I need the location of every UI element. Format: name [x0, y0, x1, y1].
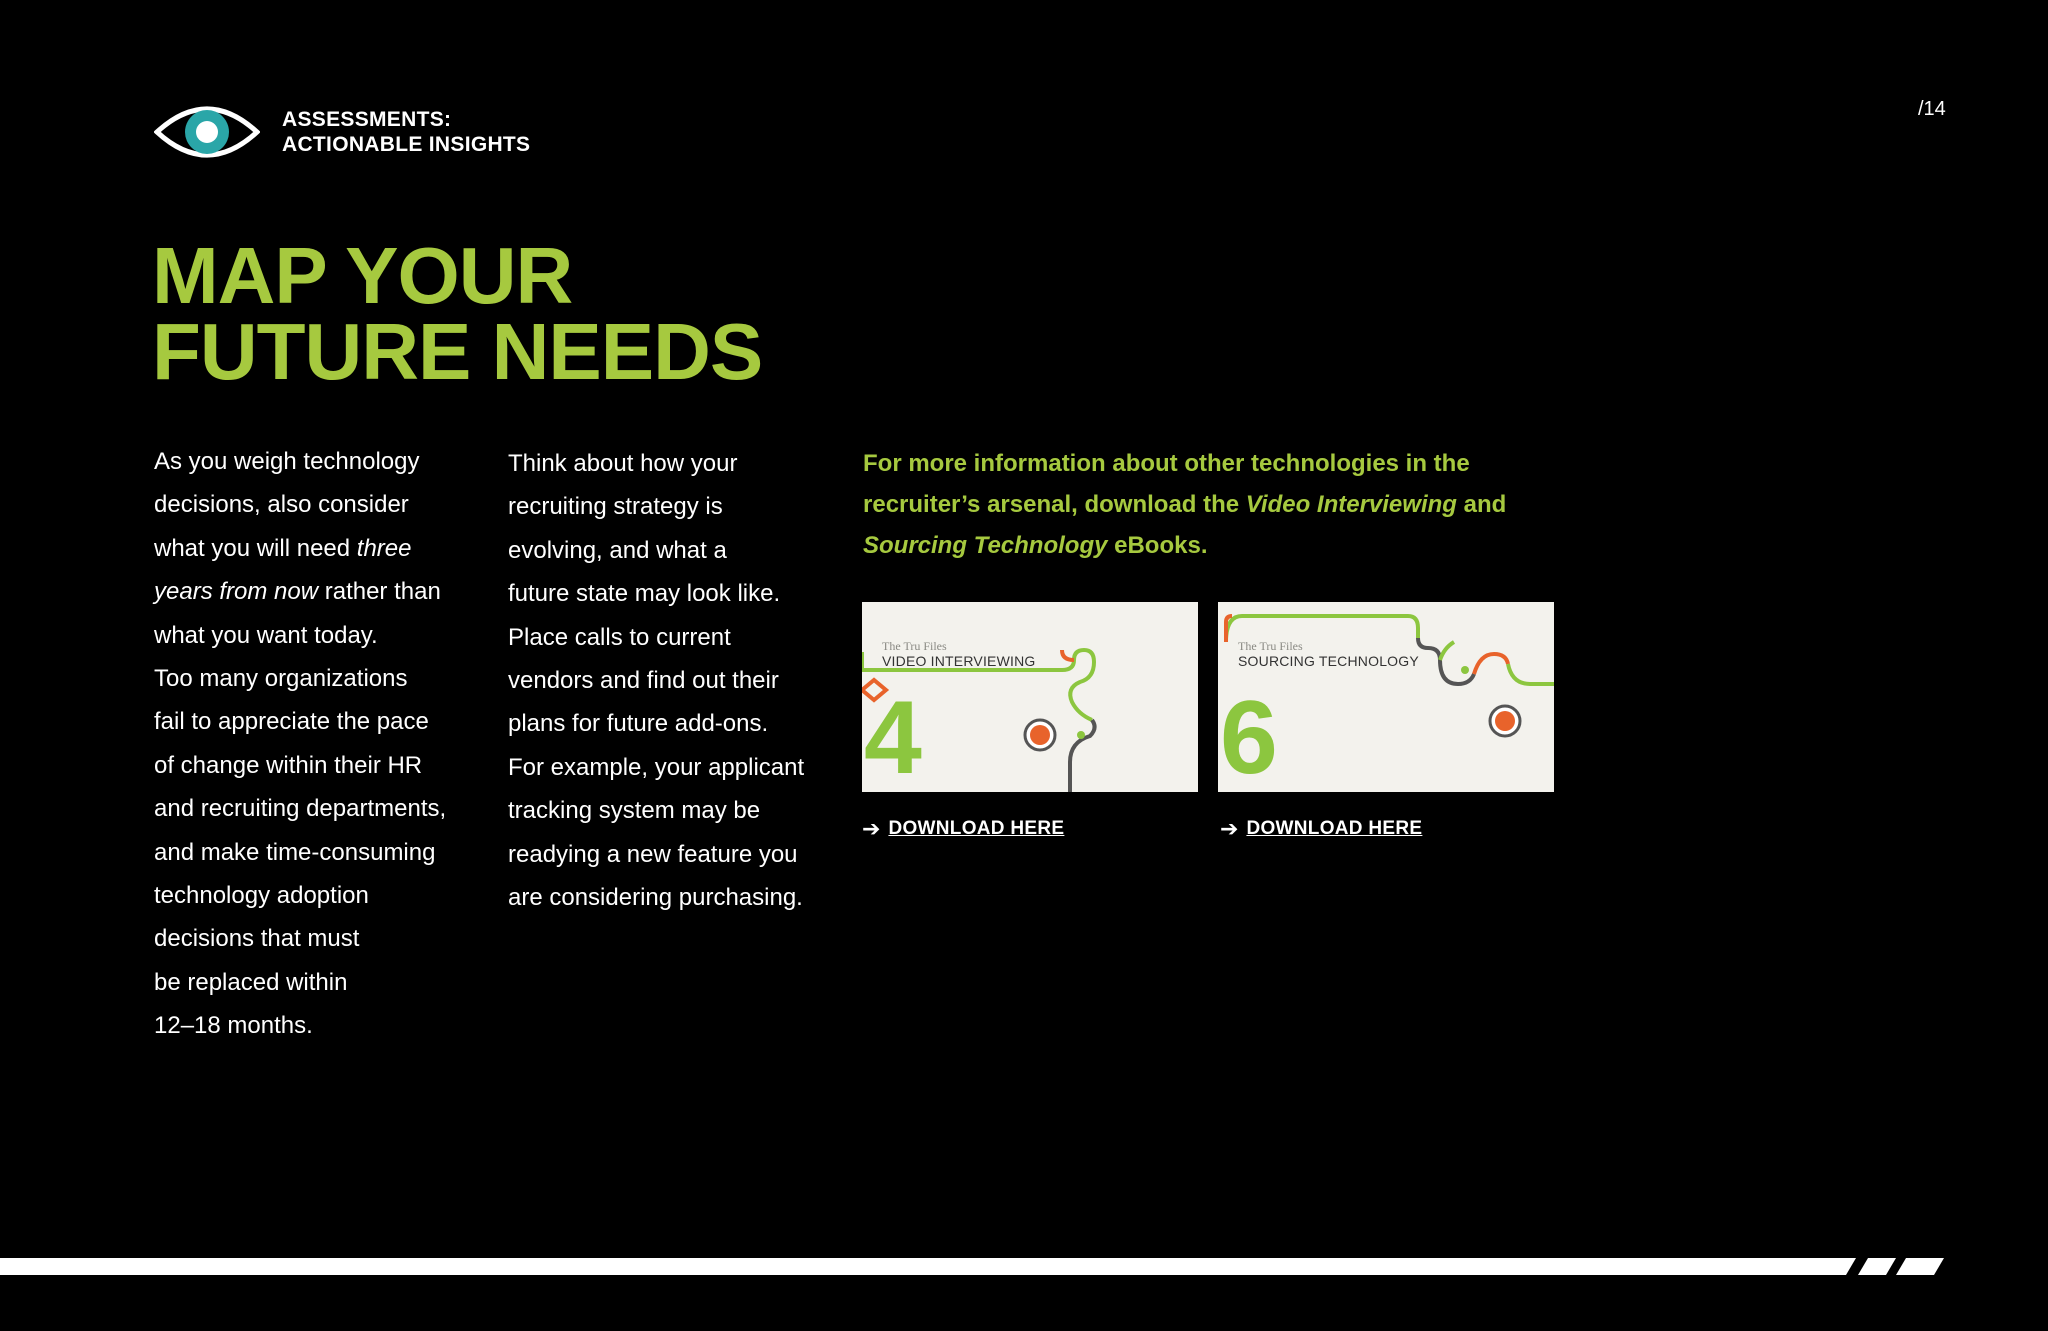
- promo-line: [863, 484, 1583, 525]
- body-line: decisions that must: [154, 925, 360, 953]
- body-line: plans for future add-ons.: [508, 710, 769, 738]
- page-number: /14: [1918, 98, 1946, 120]
- body-line: 12–18 months.: [154, 1012, 313, 1040]
- body-line: what you want today.: [154, 621, 378, 649]
- body-line: be replaced within: [154, 968, 348, 996]
- body-line: readying a new feature you: [508, 840, 798, 868]
- promo-line: For more information about other technologies in the: [863, 450, 1470, 477]
- ebook-name: SOURCING TECHNOLOGY: [1238, 653, 1419, 669]
- download-label: DOWNLOAD HERE: [888, 818, 1065, 839]
- ebook-promo-text: [863, 443, 1583, 566]
- download-sourcing-technology-link[interactable]: [1220, 818, 1422, 840]
- arrow-right-icon: ➔: [1220, 816, 1239, 841]
- body-emphasis: three: [356, 534, 412, 562]
- section-header: [154, 100, 530, 164]
- body-line: and make time-consuming: [154, 838, 436, 866]
- body-line: and recruiting departments,: [154, 795, 447, 823]
- body-column-1: [154, 440, 484, 1048]
- body-line: recruiting strategy is: [508, 493, 723, 521]
- body-text: rather than: [318, 578, 441, 606]
- ebook-cover-sourcing-technology[interactable]: [1218, 602, 1554, 792]
- promo-line: [863, 525, 1583, 566]
- promo-text: and: [1456, 491, 1507, 518]
- ebook-series: The Tru Files: [1238, 639, 1303, 653]
- ebook-series: The Tru Files: [882, 639, 947, 653]
- body-line: are considering purchasing.: [508, 884, 803, 912]
- ebook-name: VIDEO INTERVIEWING: [882, 653, 1036, 669]
- promo-text: eBooks.: [1107, 532, 1208, 559]
- arrow-right-icon: ➔: [862, 816, 881, 841]
- body-text: what you will need: [154, 534, 357, 562]
- promo-emphasis: Sourcing Technology: [863, 532, 1108, 559]
- body-line: Think about how your: [508, 450, 738, 477]
- body-line: of change within their HR: [154, 751, 423, 779]
- section-title-line: ACTIONABLE INSIGHTS: [282, 133, 531, 156]
- body-line: tracking system may be: [508, 797, 761, 825]
- promo-emphasis: Video Interviewing: [1245, 491, 1457, 518]
- body-line: For example, your applicant: [508, 753, 805, 781]
- section-title-line: ASSESSMENTS:: [282, 108, 452, 131]
- eye-icon: [154, 100, 260, 164]
- body-line: [154, 527, 484, 570]
- body-line: Too many organizations: [154, 665, 408, 693]
- body-line: technology adoption: [154, 882, 369, 910]
- body-line: As you weigh technology: [154, 448, 420, 475]
- ebook-number: 4: [864, 680, 922, 792]
- page-title-line: MAP YOUR: [152, 231, 573, 320]
- body-line: evolving, and what a: [508, 536, 727, 564]
- promo-text: recruiter’s arsenal, download the: [863, 491, 1246, 518]
- footer-stripe: [0, 1258, 2048, 1278]
- body-column-2: [508, 442, 838, 919]
- body-emphasis: years from now: [154, 578, 319, 606]
- section-title: [282, 107, 530, 157]
- download-label: DOWNLOAD HERE: [1246, 818, 1423, 839]
- download-video-interviewing-link[interactable]: [862, 818, 1064, 840]
- body-line: fail to appreciate the pace: [154, 708, 429, 736]
- ebook-cover-video-interviewing[interactable]: [862, 602, 1198, 792]
- body-line: future state may look like.: [508, 580, 781, 608]
- body-line: Place calls to current: [508, 623, 731, 651]
- body-line: [154, 570, 484, 613]
- body-line: decisions, also consider: [154, 491, 409, 519]
- ebook-number: 6: [1220, 680, 1278, 792]
- page-title: [152, 231, 763, 396]
- page-title-line: FUTURE NEEDS: [152, 307, 763, 396]
- body-line: vendors and find out their: [508, 667, 779, 695]
